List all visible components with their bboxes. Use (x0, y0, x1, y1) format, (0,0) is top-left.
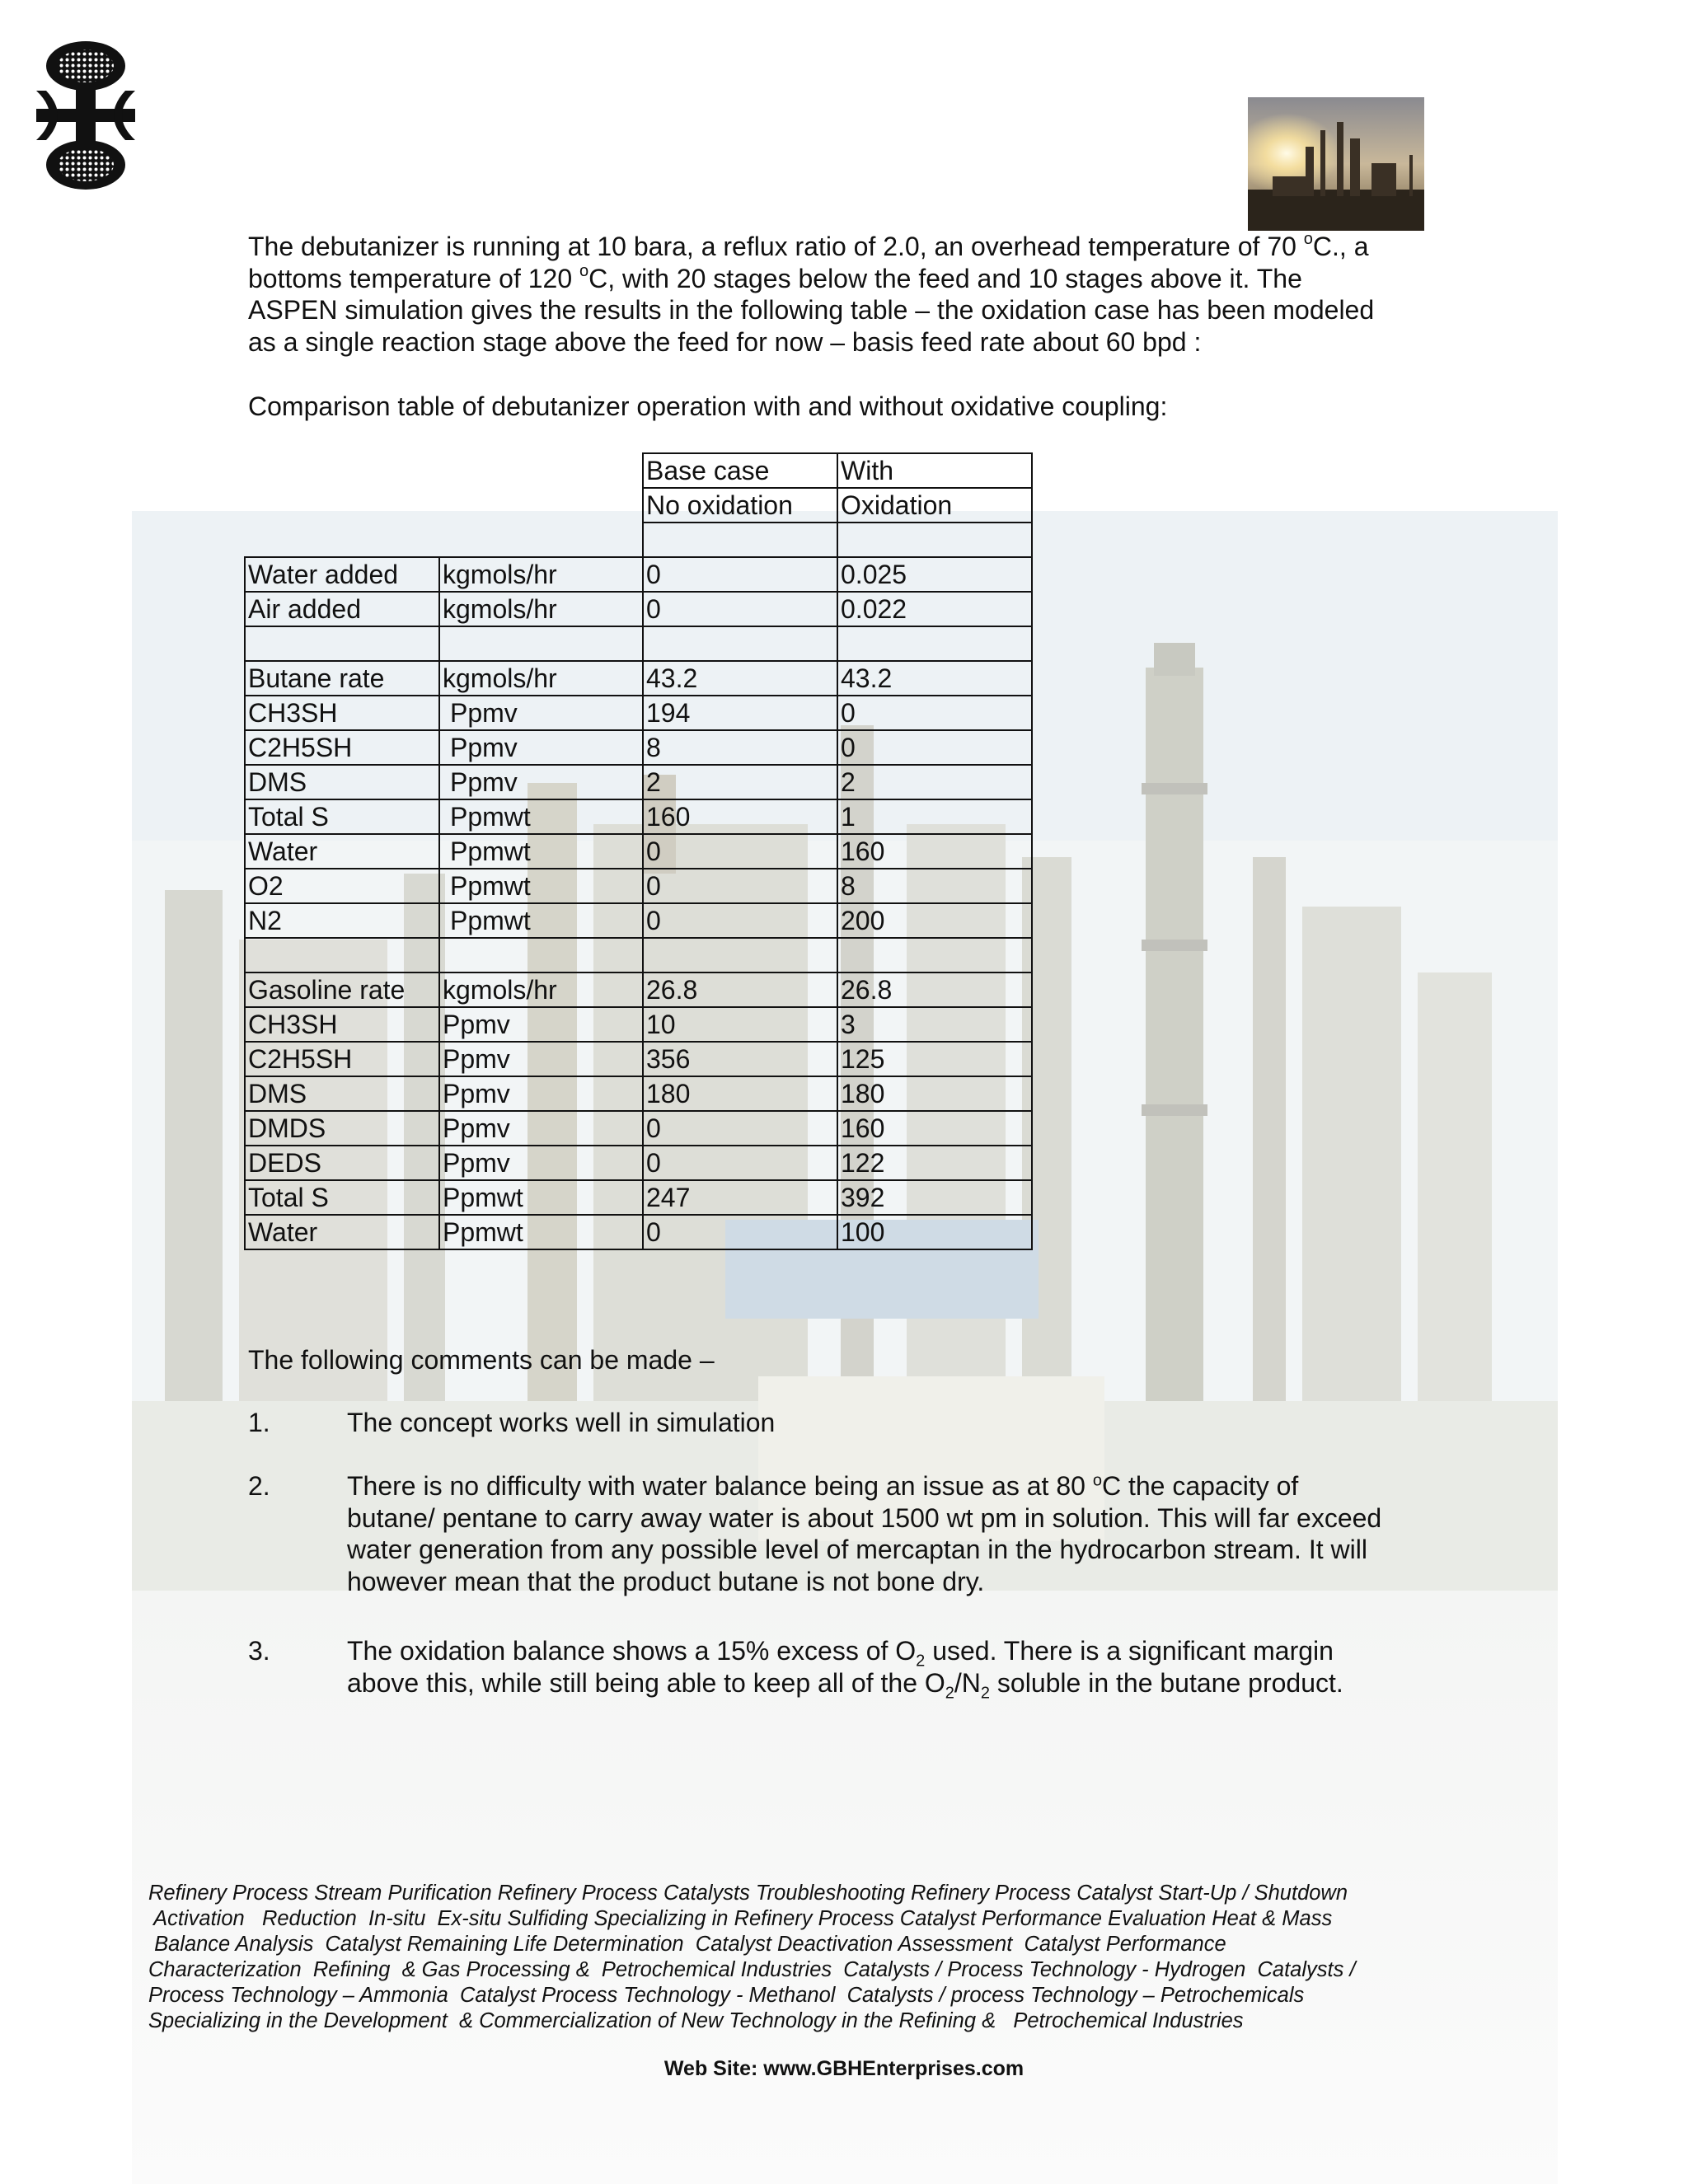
header-oxidation: Oxidation (837, 488, 1032, 523)
row-label: Water (245, 834, 439, 869)
row-base-value: 194 (643, 696, 837, 730)
intro-line-2-text: bottoms temperature of 120 (248, 263, 573, 293)
row-oxidation-value: 1 (837, 799, 1032, 834)
table-row (245, 1146, 1032, 1180)
row-unit: Ppmv (439, 1111, 643, 1146)
table-row (245, 626, 1032, 661)
subscript-2: 2 (916, 1652, 926, 1671)
row-unit: Ppmv (439, 1007, 643, 1042)
row-oxidation-value: 180 (837, 1076, 1032, 1111)
row-oxidation-value: 122 (837, 1146, 1032, 1180)
table-row (245, 730, 1032, 765)
row-unit: Ppmv (439, 696, 643, 730)
comment-number: 1. (248, 1408, 270, 1437)
row-label: Gasoline rate (245, 972, 439, 1007)
row-label: DMDS (245, 1111, 439, 1146)
row-base-value: 356 (643, 1042, 837, 1076)
row-base-value: 160 (643, 799, 837, 834)
comment-2-line-1: There is no difficulty with water balance being an issue as at 80 (347, 1471, 1085, 1501)
footer-line: Balance Analysis Catalyst Remaining Life Determination Catalyst Deactivation Assessment Catalyst Performance (148, 1933, 1226, 1956)
header-no-oxidation: No oxidation (643, 488, 837, 523)
row-unit: Ppmv (439, 765, 643, 799)
row-base-value (643, 626, 837, 661)
row-unit: Ppmv (439, 730, 643, 765)
row-label (245, 626, 439, 661)
row-base-value: 0 (643, 1146, 837, 1180)
row-base-value: 26.8 (643, 972, 837, 1007)
row-unit: Ppmwt (439, 1215, 643, 1249)
row-base-value: 0 (643, 903, 837, 938)
row-oxidation-value: 0 (837, 730, 1032, 765)
row-label (245, 523, 439, 557)
table-row (245, 938, 1032, 972)
row-unit: kgmols/hr (439, 557, 643, 592)
row-unit: kgmols/hr (439, 592, 643, 626)
intro-line-1-text: The debutanizer is running at 10 bara, a reflux ratio of 2.0, an overhead temperature of 70 (248, 232, 1296, 261)
table-row (245, 661, 1032, 696)
row-base-value (643, 523, 837, 557)
intro-paragraph (248, 231, 1435, 358)
row-base-value: 0 (643, 557, 837, 592)
subscript-2: 2 (980, 1683, 991, 1702)
intro-line-3: ASPEN simulation gives the results in the following table – the oxidation case has been modeled (248, 295, 1375, 325)
row-oxidation-value: 160 (837, 834, 1032, 869)
header-with: With (837, 453, 1032, 488)
comments-intro: The following comments can be made – (248, 1345, 715, 1375)
intro-line-4: as a single reaction stage above the feed for now – basis feed rate about 60 bpd : (248, 326, 1202, 357)
table-row (245, 1007, 1032, 1042)
table-row (245, 523, 1032, 557)
row-unit: Ppmv (439, 1042, 643, 1076)
row-oxidation-value: 43.2 (837, 661, 1032, 696)
row-oxidation-value: 26.8 (837, 972, 1032, 1007)
table-row (245, 557, 1032, 592)
row-base-value: 10 (643, 1007, 837, 1042)
comment-3-line-1-end: used. There is a significant margin (925, 1636, 1334, 1666)
row-label: Water added (245, 557, 439, 592)
row-label: CH3SH (245, 696, 439, 730)
row-base-value: 0 (643, 592, 837, 626)
header-base-case: Base case (643, 453, 837, 488)
row-unit: Ppmv (439, 1076, 643, 1111)
row-base-value: 8 (643, 730, 837, 765)
row-oxidation-value (837, 626, 1032, 661)
row-unit: Ppmwt (439, 1180, 643, 1215)
footer-line: Activation Reduction In-situ Ex-situ Sulfiding Specializing in Refinery Process Catalyst Performance Evaluation Heat & Mass (148, 1907, 1333, 1930)
row-oxidation-value (837, 938, 1032, 972)
row-label (245, 938, 439, 972)
row-base-value: 0 (643, 834, 837, 869)
row-oxidation-value: 0.022 (837, 592, 1032, 626)
row-label: DEDS (245, 1146, 439, 1180)
table-row (245, 972, 1032, 1007)
row-base-value: 2 (643, 765, 837, 799)
row-unit: Ppmv (439, 1146, 643, 1180)
row-base-value: 0 (643, 1215, 837, 1249)
row-unit: Ppmwt (439, 869, 643, 903)
comment-3-line-2-end: soluble in the butane product. (990, 1667, 1343, 1698)
row-oxidation-value: 392 (837, 1180, 1032, 1215)
row-unit (439, 938, 643, 972)
table-row (245, 592, 1032, 626)
website-link[interactable]: Web Site: www.GBHEnterprises.com (663, 2057, 1025, 2080)
row-label: Total S (245, 1180, 439, 1215)
comment-3-line-2-mid: /N (954, 1667, 981, 1698)
row-oxidation-value: 125 (837, 1042, 1032, 1076)
footer-line: Specializing in the Development & Commercialization of New Technology in the Refining & Petrochemical Industries (148, 2009, 1244, 2032)
degree-symbol: o (1303, 230, 1313, 249)
row-label: C2H5SH (245, 1042, 439, 1076)
table-row (245, 903, 1032, 938)
footer-line: Refinery Process Stream Purification Refinery Process Catalysts Troubleshooting Refinery Process Catalyst Start-Up / Shutdown (148, 1882, 1348, 1905)
table-row (245, 1076, 1032, 1111)
table-caption: Comparison table of debutanizer operation with and without oxidative coupling: (248, 391, 1168, 421)
row-label: O2 (245, 869, 439, 903)
comment-2-line-2: butane/ pentane to carry away water is about 1500 wt pm in solution. This will far exceed (347, 1502, 1382, 1533)
row-oxidation-value: 100 (837, 1215, 1032, 1249)
comment-2-line-1-end: C the capacity of (1101, 1471, 1299, 1501)
table-header-row (245, 453, 1032, 488)
table-row (245, 1042, 1032, 1076)
table-row (245, 869, 1032, 903)
row-base-value (643, 938, 837, 972)
comment-number: 2. (248, 1471, 270, 1501)
row-unit: kgmols/hr (439, 972, 643, 1007)
subscript-2: 2 (945, 1683, 954, 1702)
row-label: N2 (245, 903, 439, 938)
row-unit: Ppmwt (439, 834, 643, 869)
table-row (245, 799, 1032, 834)
row-base-value: 0 (643, 869, 837, 903)
intro-line-1-end: C., a (1312, 232, 1369, 261)
row-label: DMS (245, 765, 439, 799)
row-label: Water (245, 1215, 439, 1249)
comment-3-line-2: above this, while still being able to keep all of the O (347, 1667, 945, 1698)
row-oxidation-value (837, 523, 1032, 557)
row-unit: Ppmwt (439, 903, 643, 938)
table-row (245, 765, 1032, 799)
row-oxidation-value: 8 (837, 869, 1032, 903)
row-label: C2H5SH (245, 730, 439, 765)
row-label: Air added (245, 592, 439, 626)
table-row (245, 834, 1032, 869)
table-row (245, 1215, 1032, 1249)
footer-line: Process Technology – Ammonia Catalyst Process Technology - Methanol Catalysts / process Technology – Petrochemicals (148, 1984, 1305, 2007)
row-label: Total S (245, 799, 439, 834)
table-row (245, 1180, 1032, 1215)
row-label: Butane rate (245, 661, 439, 696)
footer-services-text (148, 1881, 1434, 2034)
row-oxidation-value: 160 (837, 1111, 1032, 1146)
row-unit (439, 523, 643, 557)
degree-symbol: o (1092, 1471, 1102, 1490)
comment-2-line-3: water generation from any possible level of mercaptan in the hydrocarbon stream. It will (347, 1535, 1367, 1564)
row-unit (439, 626, 643, 661)
row-oxidation-value: 3 (837, 1007, 1032, 1042)
table-header-row (245, 488, 1032, 523)
row-unit: Ppmwt (439, 799, 643, 834)
intro-line-2-end: C, with 20 stages below the feed and 10 stages above it. The (588, 263, 1302, 293)
row-base-value: 0 (643, 1111, 837, 1146)
degree-symbol: o (579, 261, 589, 280)
row-oxidation-value: 200 (837, 903, 1032, 938)
comment-text: The concept works well in simulation (347, 1408, 776, 1437)
row-base-value: 180 (643, 1076, 837, 1111)
refinery-sunset-photo (1248, 97, 1424, 231)
row-label: CH3SH (245, 1007, 439, 1042)
comparison-table (244, 452, 1033, 1250)
row-unit: kgmols/hr (439, 661, 643, 696)
comment-number: 3. (248, 1636, 270, 1666)
row-oxidation-value: 0 (837, 696, 1032, 730)
footer-line: Characterization Refining & Gas Processing & Petrochemical Industries Catalysts / Process Technology - Hydrogen Catalysts / (148, 1958, 1356, 1981)
table-row (245, 1111, 1032, 1146)
comment-3-line-1: The oxidation balance shows a 15% excess of O (347, 1636, 917, 1666)
row-oxidation-value: 0.025 (837, 557, 1032, 592)
comment-2-line-4: however mean that the product butane is not bone dry. (347, 1566, 985, 1596)
row-base-value: 247 (643, 1180, 837, 1215)
row-base-value: 43.2 (643, 661, 837, 696)
table-row (245, 696, 1032, 730)
row-label: DMS (245, 1076, 439, 1111)
row-oxidation-value: 2 (837, 765, 1032, 799)
company-logo (30, 40, 142, 191)
